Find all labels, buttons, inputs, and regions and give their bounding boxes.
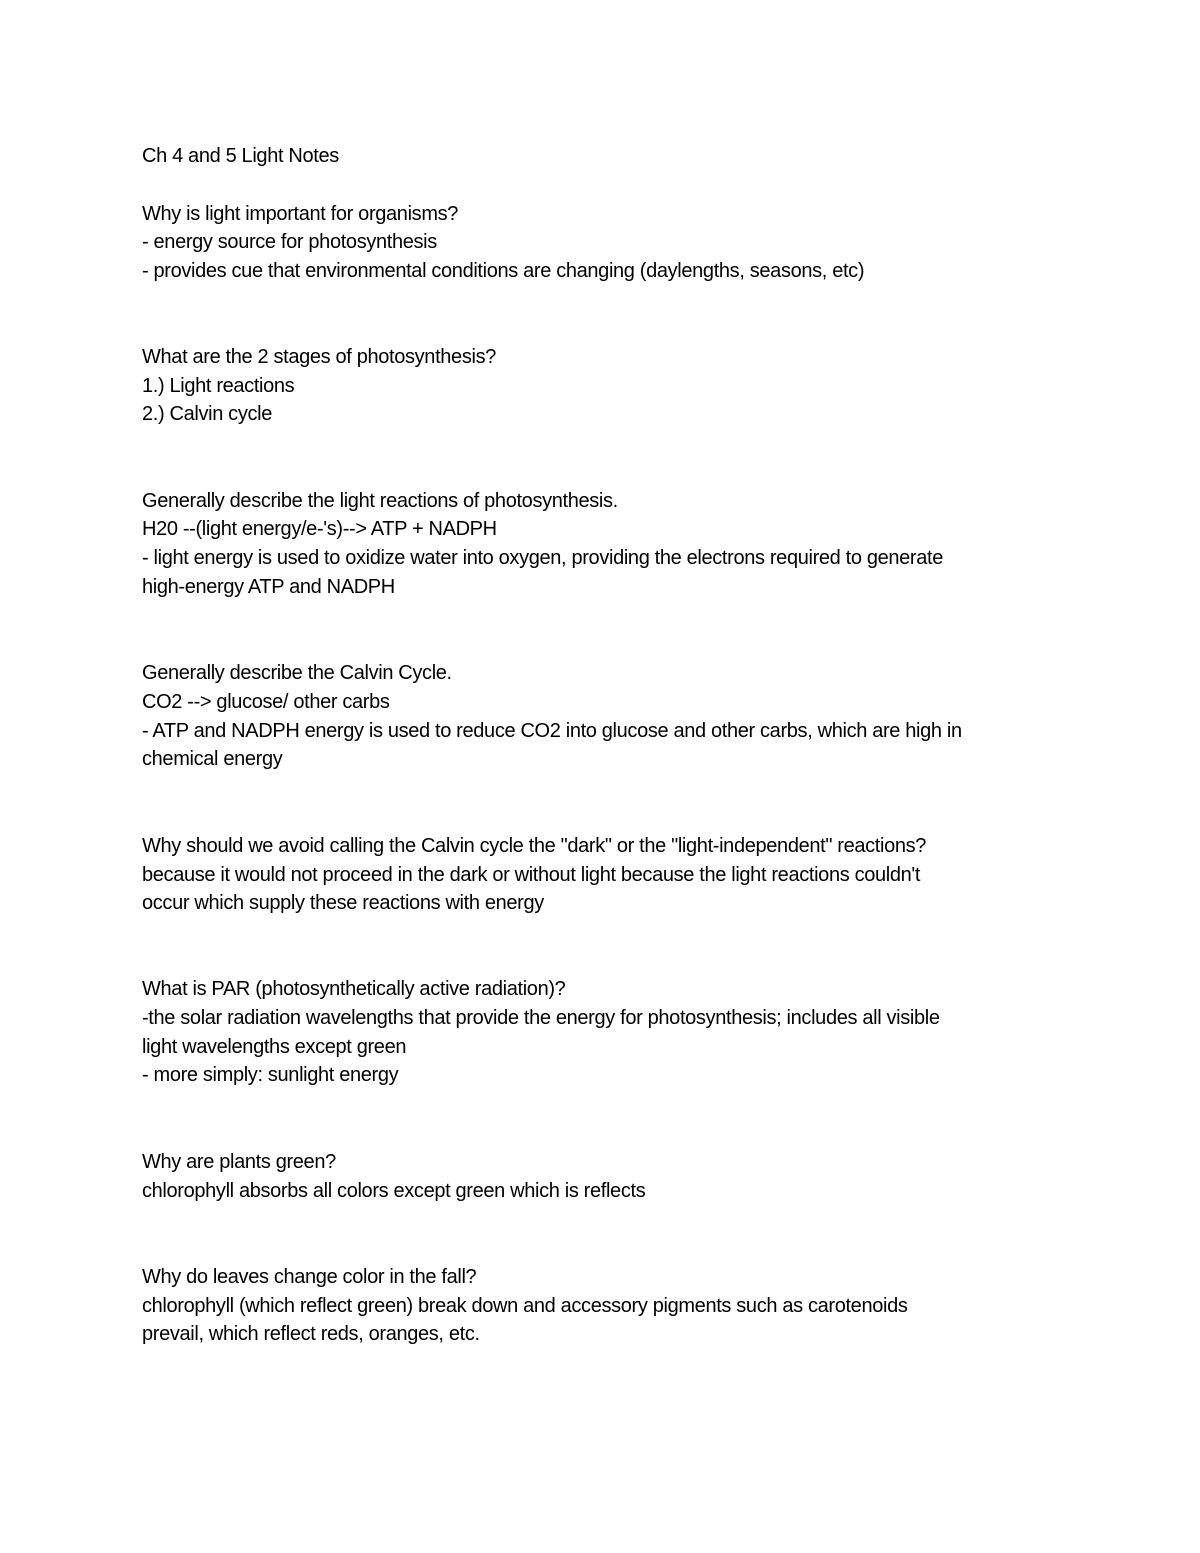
answer-line: H20 --(light energy/e-'s)--> ATP + NADPH (142, 518, 497, 540)
answer-line: chemical energy (142, 748, 283, 770)
answer-line: prevail, which reflect reds, oranges, etc. (142, 1323, 480, 1345)
question-photosynthesis-stages: What are the 2 stages of photosynthesis? (142, 346, 496, 368)
question-dark-reactions: Why should we avoid calling the Calvin cycle the "dark" or the "light-independent" reactions? (142, 835, 927, 857)
answer-line: chlorophyll (which reflect green) break down and accessory pigments such as carotenoids (142, 1295, 908, 1317)
page-title: Ch 4 and 5 Light Notes (142, 145, 339, 167)
question-light-reactions: Generally describe the light reactions of photosynthesis. (142, 490, 618, 512)
question-light-importance: Why is light important for organisms? (142, 203, 459, 225)
answer-line: CO2 --> glucose/ other carbs (142, 691, 390, 713)
answer-line: 1.) Light reactions (142, 375, 295, 397)
answer-line: light wavelengths except green (142, 1036, 407, 1058)
answer-line: occur which supply these reactions with energy (142, 892, 544, 914)
answer-line: - more simply: sunlight energy (142, 1064, 399, 1086)
answer-line: high-energy ATP and NADPH (142, 576, 395, 598)
question-leaves-color: Why do leaves change color in the fall? (142, 1266, 477, 1288)
answer-line: - light energy is used to oxidize water into oxygen, providing the electrons required to generate (142, 547, 943, 569)
answer-line: 2.) Calvin cycle (142, 403, 272, 425)
answer-line: - ATP and NADPH energy is used to reduce CO2 into glucose and other carbs, which are high in (142, 720, 962, 742)
answer-line: chlorophyll absorbs all colors except green which is reflects (142, 1180, 646, 1202)
answer-line: - energy source for photosynthesis (142, 231, 437, 253)
answer-line: - provides cue that environmental conditions are changing (daylengths, seasons, etc) (142, 260, 865, 282)
answer-line: because it would not proceed in the dark or without light because the light reactions couldn't (142, 864, 921, 886)
question-calvin-cycle: Generally describe the Calvin Cycle. (142, 662, 452, 684)
answer-line: -the solar radiation wavelengths that provide the energy for photosynthesis; includes all visible (142, 1007, 940, 1029)
question-plants-green: Why are plants green? (142, 1151, 336, 1173)
question-par: What is PAR (photosynthetically active radiation)? (142, 978, 566, 1000)
